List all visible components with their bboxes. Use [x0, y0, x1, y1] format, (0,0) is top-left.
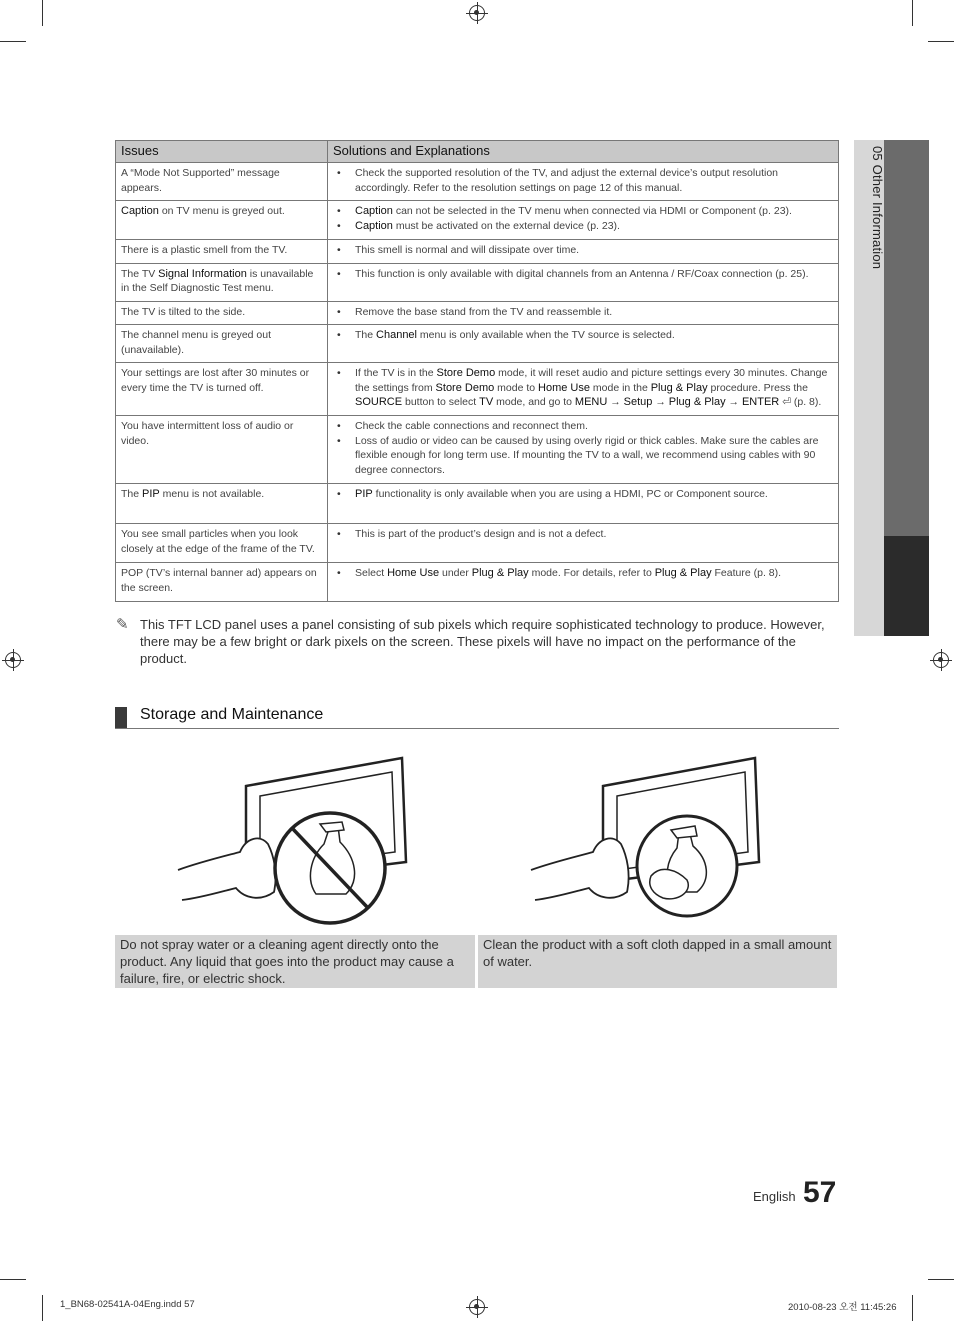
solution-list	[333, 487, 833, 502]
solution-cell	[328, 524, 839, 563]
menu-term: Caption	[121, 205, 159, 217]
solution-cell	[328, 201, 839, 240]
solution-item	[355, 267, 833, 282]
issue-text: The TV	[121, 267, 159, 280]
solution-item	[355, 219, 833, 234]
table-row	[116, 263, 839, 301]
table-row	[116, 240, 839, 264]
solution-text: mode. For details, refer to	[528, 567, 655, 579]
table-row	[116, 363, 839, 416]
issue-cell	[116, 484, 328, 524]
issue-cell	[116, 201, 328, 240]
note	[116, 616, 840, 667]
table-row	[116, 325, 839, 363]
chapter-side-tab-dark	[884, 140, 929, 536]
registration-mark-icon	[469, 1299, 485, 1315]
caption-no-spray: Do not spray water or a cleaning agent directly onto the product. Any liquid that goes into the product may cause a failure, fire, or electric shock.	[115, 935, 475, 988]
menu-term: MENU	[574, 396, 608, 408]
solution-text: The	[355, 329, 377, 341]
solution-text: menu is only available when the TV source is selected.	[417, 329, 675, 341]
page-number: 57	[803, 1176, 837, 1209]
solution-text: mode, and go to	[493, 396, 575, 408]
table-row	[116, 416, 839, 484]
solution-item	[355, 204, 833, 219]
solution-item	[355, 434, 833, 478]
solution-item	[355, 328, 833, 343]
table-header-row	[116, 141, 839, 163]
issue-text: on TV menu is greyed out.	[158, 205, 285, 217]
table-body	[116, 163, 839, 602]
solution-list	[333, 566, 833, 581]
table-row	[116, 201, 839, 240]
solution-text: →	[652, 396, 669, 408]
menu-term: Home Use	[538, 381, 590, 394]
no-spray-icon	[170, 752, 470, 927]
menu-term: Caption	[355, 219, 393, 232]
issue-cell	[116, 416, 328, 484]
crop-mark	[928, 41, 954, 42]
issue-text: The	[121, 488, 143, 500]
menu-term: Channel	[376, 329, 417, 341]
issue-text: The TV is tilted to the side.	[121, 305, 246, 318]
solution-text: This smell is normal and will dissipate over time.	[355, 244, 580, 256]
solution-text: mode to	[494, 381, 539, 394]
menu-term: Store Demo	[436, 367, 496, 379]
solution-text: under	[439, 567, 472, 579]
issue-cell	[116, 563, 328, 602]
solution-text: Remove the base stand from the TV and reassemble it.	[355, 305, 613, 318]
solution-cell	[328, 240, 839, 264]
solution-list	[333, 305, 833, 320]
solution-text: mode in the	[590, 381, 651, 394]
solution-cell	[328, 363, 839, 416]
issue-text: Your settings are lost after 30 minutes or every time the TV is turned off.	[121, 367, 310, 394]
section-title: Storage and Maintenance	[140, 706, 324, 723]
table-row	[116, 563, 839, 602]
solution-text: mode, it will reset audio and picture settings every 30 minutes. Change the settings from	[355, 367, 828, 394]
solution-text: Check the supported resolution of the TV, and adjust the external device’s output resolution accordingly. Refer to the resolution settings on page 12 of this manual.	[355, 167, 778, 194]
crop-mark	[0, 41, 26, 42]
solution-text: Check the cable connections and reconnect them.	[355, 420, 588, 432]
spray-on-cloth-icon	[527, 752, 827, 927]
table-row	[116, 524, 839, 563]
solution-cell	[328, 325, 839, 363]
column-header-issues: Issues	[116, 141, 328, 163]
solution-item	[355, 419, 833, 434]
solution-text: Feature (p. 8).	[711, 567, 782, 579]
solution-text: ⏎ (p. 8).	[779, 396, 822, 408]
solution-text: This function is only available with digital channels from an Antenna / RF/Coax connection (p. 25).	[355, 267, 809, 280]
table-row	[116, 484, 839, 524]
crop-mark	[42, 1295, 43, 1321]
issue-text: is unavailable in the Self Diagnostic Test menu.	[121, 267, 314, 294]
solution-list	[333, 527, 833, 542]
solution-item	[355, 527, 833, 542]
crop-mark	[0, 1279, 26, 1280]
issue-text: You have intermittent loss of audio or video.	[121, 420, 294, 447]
issue-text: The channel menu is greyed out (unavailable).	[121, 329, 272, 356]
crop-mark	[42, 0, 43, 26]
solution-list	[333, 166, 833, 195]
table-row	[116, 163, 839, 201]
registration-mark-icon	[933, 652, 949, 668]
menu-term: Caption	[355, 205, 393, 217]
print-slug-date: 2010-08-23 오전 11:45:26	[788, 1302, 897, 1313]
menu-term: Setup	[623, 396, 653, 408]
solution-text: Loss of audio or video can be caused by using overly rigid or thick cables. Make sure the cables are flexible enough for long term use. If mounting the TV to a wall, we recommend using cables with 90 degree connectors.	[355, 434, 819, 476]
solution-cell	[328, 263, 839, 301]
issue-cell	[116, 301, 328, 325]
solution-text: procedure. Press the	[707, 381, 808, 394]
table-row	[116, 301, 839, 325]
issue-text: You see small particles when you look closely at the edge of the frame of the TV.	[121, 528, 315, 555]
section-header	[115, 706, 839, 729]
menu-term: SOURCE	[355, 396, 403, 408]
solution-text: can not be selected in the TV menu when connected via HDMI or Component (p. 23).	[392, 205, 792, 217]
menu-term: ENTER	[741, 396, 780, 408]
solution-list	[333, 366, 833, 410]
crop-mark	[912, 0, 913, 26]
column-header-solutions: Solutions and Explanations	[328, 141, 839, 163]
solution-item	[355, 166, 833, 195]
menu-term: PIP	[355, 488, 373, 500]
menu-term: Store Demo	[435, 381, 495, 394]
solution-item	[355, 305, 833, 320]
footer-language: English	[753, 1189, 796, 1204]
chapter-label: 05 Other Information	[870, 146, 885, 270]
issue-cell	[116, 363, 328, 416]
registration-mark-icon	[469, 5, 485, 21]
solution-item	[355, 566, 833, 581]
solution-cell	[328, 163, 839, 201]
menu-term: Plug & Play	[654, 567, 712, 579]
caption-soft-cloth: Clean the product with a soft cloth dapped in a small amount of water.	[478, 935, 837, 988]
solution-text: must be activated on the external device (p. 23).	[392, 219, 620, 232]
solution-item	[355, 243, 833, 258]
issue-cell	[116, 263, 328, 301]
registration-mark-icon	[5, 652, 21, 668]
chapter-side-tab-active	[884, 536, 929, 636]
crop-mark	[928, 1279, 954, 1280]
issue-cell	[116, 524, 328, 563]
menu-term: Home Use	[387, 567, 440, 579]
menu-term: Plug & Play	[471, 567, 529, 579]
issue-text: A “Mode Not Supported” message appears.	[121, 167, 280, 194]
solution-text: →	[725, 396, 742, 408]
note-text: This TFT LCD panel uses a panel consisting of sub pixels which require sophisticated technology to produce. However, there may be a few bright or dark pixels on the screen. These pixels will have no impact on the performance of the product.	[140, 617, 825, 666]
menu-term: Signal Information	[158, 267, 247, 280]
solution-list	[333, 267, 833, 282]
solution-cell	[328, 484, 839, 524]
solution-cell	[328, 416, 839, 484]
menu-term: Plug & Play	[668, 396, 726, 408]
menu-term: Plug & Play	[650, 381, 708, 394]
troubleshooting-table	[115, 140, 839, 602]
issue-text: There is a plastic smell from the TV.	[121, 244, 288, 256]
solution-text: If the TV is in the	[355, 367, 437, 379]
issue-text: menu is not available.	[159, 488, 265, 500]
issue-cell	[116, 240, 328, 264]
solution-list	[333, 204, 833, 233]
solution-text: functionality is only available when you are using a HDMI, PC or Component source.	[372, 488, 768, 500]
solution-list	[333, 328, 833, 343]
print-slug-file: 1_BN68-02541A-04Eng.indd 57	[60, 1299, 195, 1310]
pencil-note-icon: ✎	[116, 616, 129, 633]
solution-item	[355, 487, 833, 502]
solution-cell	[328, 301, 839, 325]
solution-text: button to select	[402, 396, 480, 408]
solution-text: This is part of the product’s design and is not a defect.	[355, 528, 607, 540]
crop-mark	[912, 1295, 913, 1321]
issue-cell	[116, 163, 328, 201]
menu-term: TV	[479, 396, 494, 408]
solution-cell	[328, 563, 839, 602]
issue-cell	[116, 325, 328, 363]
solution-text: →	[607, 396, 624, 408]
solution-text: Select	[355, 567, 388, 579]
solution-list	[333, 419, 833, 477]
solution-list	[333, 243, 833, 258]
issue-text: POP (TV’s internal banner ad) appears on the screen.	[121, 567, 317, 594]
solution-item	[355, 366, 833, 410]
menu-term: PIP	[142, 488, 160, 500]
section-marker	[115, 707, 127, 728]
